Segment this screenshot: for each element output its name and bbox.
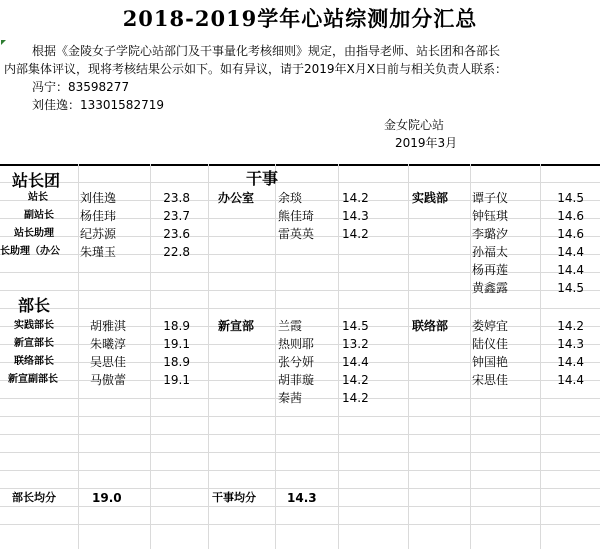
dept-label-publicity: 新宣部 bbox=[218, 319, 255, 333]
member-score: 14.6 bbox=[557, 227, 584, 241]
member-score: 18.9 bbox=[163, 319, 190, 333]
section-station-team: 站长团 bbox=[12, 171, 61, 190]
member-name: 钟钰琪 bbox=[472, 209, 509, 223]
member-name: 张兮妍 bbox=[278, 355, 315, 369]
member-score: 14.5 bbox=[557, 191, 584, 205]
member-score: 13.2 bbox=[342, 337, 369, 351]
member-score: 14.4 bbox=[557, 245, 584, 259]
member-name: 秦茜 bbox=[278, 391, 303, 405]
member-name: 刘佳逸 bbox=[80, 191, 117, 205]
member-name: 谭子仪 bbox=[472, 191, 509, 205]
member-name: 热则耶 bbox=[278, 337, 315, 351]
member-score: 14.3 bbox=[557, 337, 584, 351]
member-score: 22.8 bbox=[163, 245, 190, 259]
role-label: 站长 bbox=[28, 192, 48, 203]
section-staff: 干事 bbox=[246, 169, 279, 188]
member-name: 雷英英 bbox=[278, 227, 315, 241]
notice-line-2: 内部集体评议，现将考核结果公示如下。如有异议，请于2019年X月X日前与相关负责人联系： bbox=[4, 62, 507, 76]
notice-line-1: 根据《金陵女子学院心站部门及干事量化考核细则》规定，由指导老师、站长团和各部长 bbox=[32, 44, 501, 58]
member-name: 杨再莲 bbox=[472, 263, 509, 277]
staff-average-label: 干事均分 bbox=[212, 491, 256, 504]
dept-label-practice: 实践部 bbox=[412, 191, 449, 205]
member-name: 陆仪佳 bbox=[472, 337, 509, 351]
member-name: 胡雅淇 bbox=[90, 319, 127, 333]
dept-label-liaison: 联络部 bbox=[412, 319, 449, 333]
signature-org: 金女院心站 bbox=[384, 118, 445, 132]
member-name: 钟国艳 bbox=[472, 355, 509, 369]
member-name: 马傲蕾 bbox=[90, 373, 127, 387]
sheet-title: 2018-2019学年心站综测加分汇总 bbox=[122, 6, 478, 31]
member-name: 朱瑾玉 bbox=[80, 245, 117, 259]
member-name: 朱曦淳 bbox=[90, 337, 127, 351]
member-score: 14.2 bbox=[342, 373, 369, 387]
member-name: 娄婷宜 bbox=[472, 319, 509, 333]
member-name: 黄鑫露 bbox=[472, 281, 509, 295]
staff-average-value: 14.3 bbox=[287, 491, 317, 505]
member-name: 胡菲璇 bbox=[278, 373, 315, 387]
signature-date: 2019年3月 bbox=[395, 136, 458, 150]
role-label: 站长助理 bbox=[14, 228, 54, 239]
role-label: 副站长 bbox=[24, 210, 54, 221]
minister-average-label: 部长均分 bbox=[12, 491, 56, 504]
member-score: 14.4 bbox=[557, 355, 584, 369]
notice-text bbox=[4, 42, 594, 114]
member-score: 23.6 bbox=[163, 227, 190, 241]
member-score: 14.4 bbox=[342, 355, 369, 369]
member-score: 14.3 bbox=[342, 209, 369, 223]
member-score: 23.7 bbox=[163, 209, 190, 223]
section-ministers: 部长 bbox=[18, 296, 51, 315]
role-label: 长助理（办公 bbox=[0, 246, 60, 257]
member-score: 14.2 bbox=[342, 191, 369, 205]
role-label: 实践部长 bbox=[14, 320, 54, 331]
member-name: 吴思佳 bbox=[90, 355, 127, 369]
member-name: 余琰 bbox=[278, 191, 303, 205]
member-score: 23.8 bbox=[163, 191, 190, 205]
member-score: 14.2 bbox=[342, 227, 369, 241]
contact-1: 冯宁：83598277 bbox=[32, 80, 130, 94]
member-name: 纪苏源 bbox=[80, 227, 117, 241]
role-label: 新宣副部长 bbox=[8, 374, 58, 385]
member-score: 14.6 bbox=[557, 209, 584, 223]
dept-label-office: 办公室 bbox=[218, 191, 255, 205]
member-score: 19.1 bbox=[163, 373, 190, 387]
member-name: 宋思佳 bbox=[472, 373, 509, 387]
member-score: 18.9 bbox=[163, 355, 190, 369]
member-score: 14.5 bbox=[557, 281, 584, 295]
member-score: 14.5 bbox=[342, 319, 369, 333]
member-score: 19.1 bbox=[163, 337, 190, 351]
minister-average-value: 19.0 bbox=[92, 491, 122, 505]
role-label: 联络部长 bbox=[14, 356, 54, 367]
member-name: 李璐汐 bbox=[472, 227, 509, 241]
member-name: 兰霞 bbox=[278, 319, 303, 333]
member-score: 14.4 bbox=[557, 373, 584, 387]
member-score: 14.4 bbox=[557, 263, 584, 277]
contact-2: 刘佳逸：13301582719 bbox=[32, 98, 164, 112]
member-name: 孙福太 bbox=[472, 245, 509, 259]
role-label: 新宣部长 bbox=[14, 338, 54, 349]
member-name: 杨佳玮 bbox=[80, 209, 117, 223]
member-score: 14.2 bbox=[342, 391, 369, 405]
member-score: 14.2 bbox=[557, 319, 584, 333]
member-name: 熊佳琦 bbox=[278, 209, 315, 223]
